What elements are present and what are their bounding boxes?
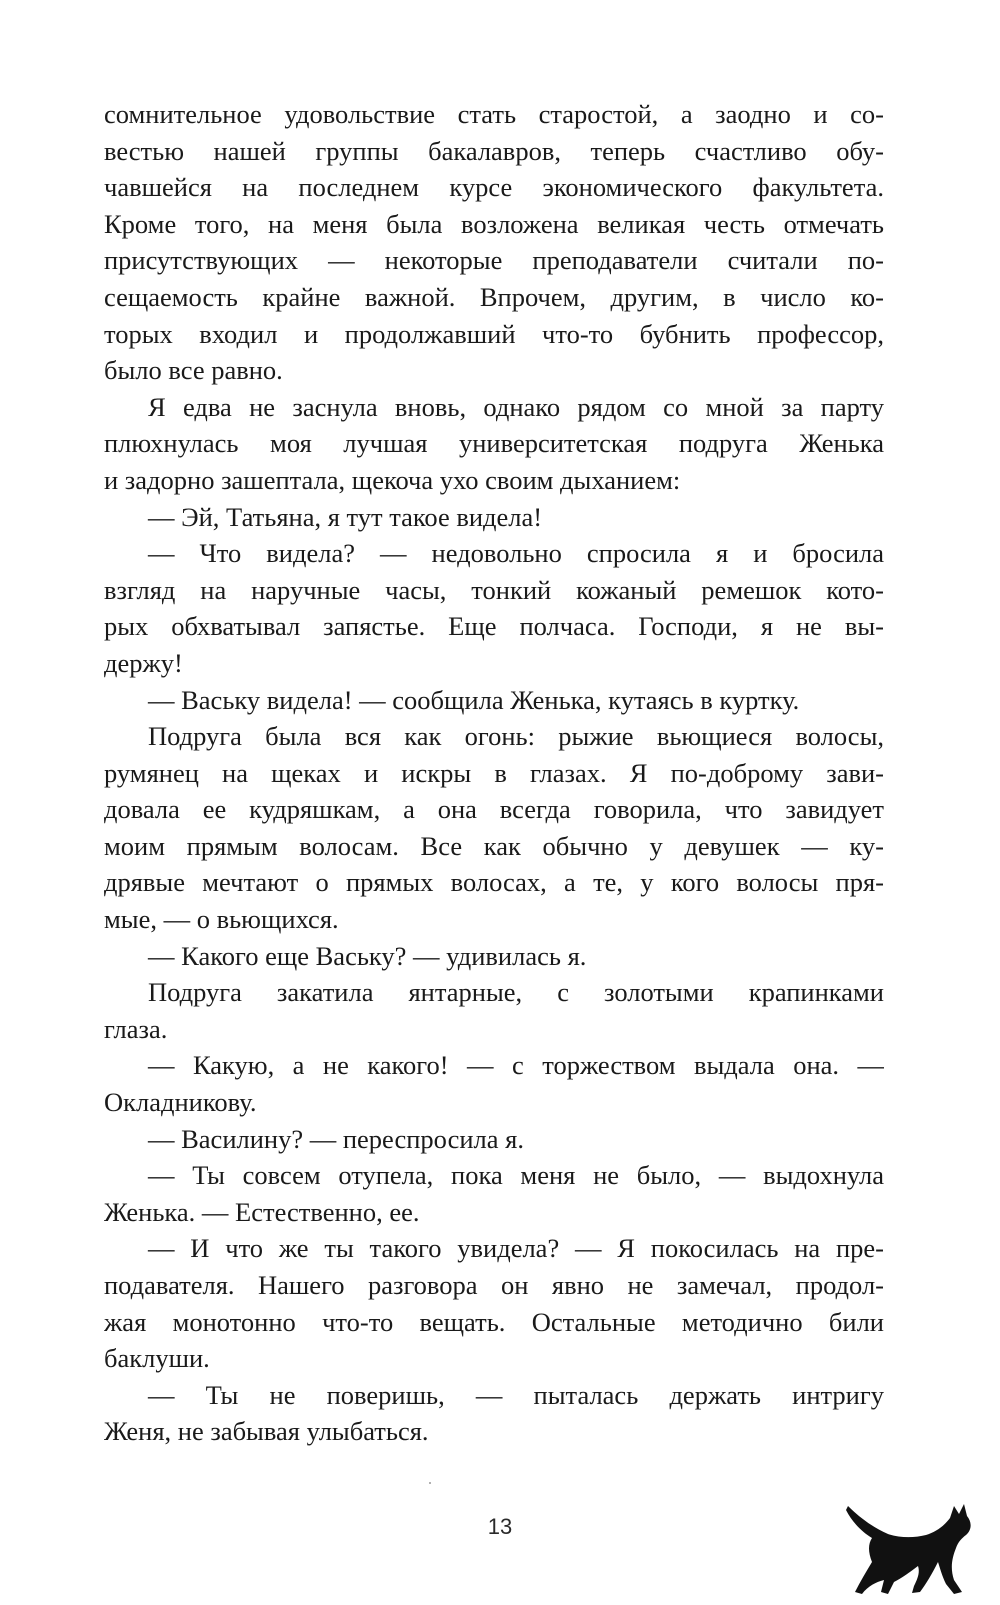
text-line: — Какого еще Ваську? — удивилась я. <box>148 940 587 971</box>
text-line: — Ты не поверишь, — пыталась держать интригу <box>148 1379 884 1410</box>
text-line: взгляд на наручные часы, тонкий кожаный ремешок кото- <box>104 574 884 605</box>
text-line: рых обхватывал запястье. Еще полчаса. Господи, я не вы- <box>104 611 884 642</box>
text-line: довала ее кудряшкам, а она всегда говорила, что завидует <box>104 794 884 825</box>
text-line: Кроме того, на меня была возложена великая честь отмечать <box>104 208 884 239</box>
body-text <box>104 96 884 1450</box>
text-line: Женька. — Естественно, ее. <box>104 1196 420 1227</box>
text-line: — Василину? — переспросила я. <box>148 1123 524 1154</box>
cat-silhouette-icon <box>846 1488 976 1596</box>
text-line: — И что же ты такого увидела? — Я покосилась на пре- <box>148 1233 884 1264</box>
text-line: дрявые мечтают о прямых волосах, а те, у кого волосы пря- <box>104 867 884 898</box>
text-line: — Какую, а не какого! — с торжеством выдала она. — <box>148 1050 884 1081</box>
paper-speck <box>429 1482 431 1484</box>
text-line: румянец на щеках и искры в глазах. Я по-доброму зави- <box>104 757 884 788</box>
text-line: сещаемость крайне важной. Впрочем, другим, в число ко- <box>104 281 884 312</box>
text-line: Женя, не забывая улыбаться. <box>104 1416 429 1447</box>
text-line: Я едва не заснула вновь, однако рядом со мной за парту <box>148 391 884 422</box>
text-line: — Что видела? — недовольно спросила я и бросила <box>148 538 884 569</box>
text-line: плюхнулась моя лучшая университетская подруга Женька <box>104 428 884 459</box>
page-number: 13 <box>487 1514 513 1539</box>
text-line: Подруга была вся как огонь: рыжие вьющиеся волосы, <box>148 721 884 752</box>
text-line: мые, — о вьющихся. <box>104 904 339 935</box>
text-line: Подруга закатила янтарные, с золотыми крапинками <box>148 977 884 1008</box>
text-line: и задорно зашептала, щекоча ухо своим дыханием: <box>104 464 681 495</box>
text-line: моим прямым волосам. Все как обычно у девушек — ку- <box>104 830 884 861</box>
text-line: баклуши. <box>104 1343 210 1374</box>
text-line: — Ты совсем отупела, пока меня не было, — выдохнула <box>148 1160 884 1191</box>
text-line: — Эй, Татьяна, я тут такое видела! <box>148 501 543 532</box>
text-line: торых входил и продолжавший что-то бубнить профессор, <box>104 318 884 349</box>
text-line: глаза. <box>104 1013 168 1044</box>
text-line: — Ваську видела! — сообщила Женька, кутаясь в куртку. <box>148 684 800 715</box>
text-line: подавателя. Нашего разговора он явно не замечал, продол- <box>104 1270 884 1300</box>
text-line: Окладникову. <box>104 1087 257 1118</box>
text-line: вестью нашей группы бакалавров, теперь счастливо обу- <box>104 135 884 166</box>
text-line: присутствующих — некоторые преподаватели считали по- <box>104 245 884 276</box>
text-line: держу! <box>104 647 183 678</box>
text-line: жая монотонно что-то вещать. Остальные методично били <box>104 1306 884 1337</box>
text-line: чавшейся на последнем курсе экономического факультета. <box>104 172 884 203</box>
text-line: сомнительное удовольствие стать старостой, а заодно и со- <box>104 99 884 129</box>
text-line: было все равно. <box>104 355 283 386</box>
